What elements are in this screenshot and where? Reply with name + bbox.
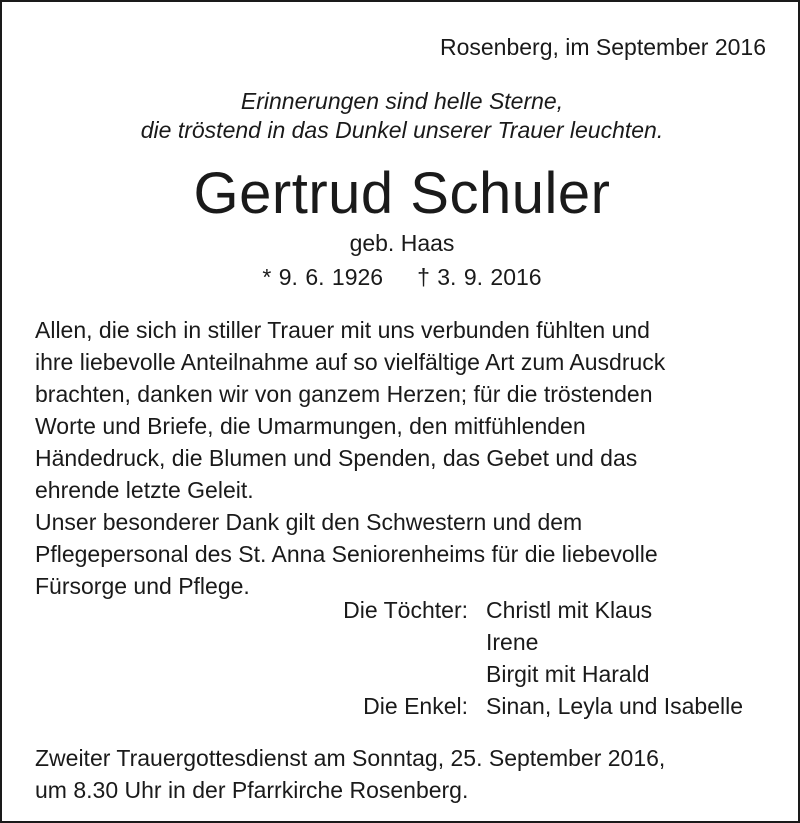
thanks-line-1: Allen, die sich in stiller Trauer mit uns verbunden fühlten und — [35, 317, 650, 343]
daughter-1: Christl mit Klaus — [486, 597, 653, 623]
verse-line-1: Erinnerungen sind helle Sterne, — [240, 88, 564, 114]
verse-line-2: die tröstend in das Dunkel unserer Trauer leuchten. — [140, 117, 664, 143]
deceased-name: Gertrud Schuler — [193, 161, 611, 226]
thanks-line-2: ihre liebevolle Anteilnahme auf so vielfältige Art zum Ausdruck — [35, 349, 666, 375]
death-date: † 3. 9. 2016 — [417, 264, 542, 290]
birth-date: * 9. 6. 1926 — [262, 264, 384, 290]
daughter-3: Birgit mit Harald — [486, 661, 650, 687]
daughters-label: Die Töchter: — [343, 597, 468, 623]
thanks-line-4: Worte und Briefe, die Umarmungen, den mitfühlenden — [35, 413, 586, 439]
grandchildren-label: Die Enkel: — [363, 693, 468, 719]
place-date: Rosenberg, im September 2016 — [439, 34, 766, 60]
service-line-2: um 8.30 Uhr in der Pfarrkirche Rosenberg. — [35, 777, 469, 803]
thanks-line-9: Fürsorge und Pflege. — [35, 573, 250, 599]
service-line-1: Zweiter Trauergottesdienst am Sonntag, 25. September 2016, — [35, 745, 666, 771]
grandchildren-names: Sinan, Leyla und Isabelle — [486, 693, 744, 719]
thanks-line-7: Unser besonderer Dank gilt den Schwestern und dem — [35, 509, 583, 535]
daughter-2: Irene — [486, 629, 539, 655]
birth-name: geb. Haas — [349, 230, 455, 256]
thanks-line-6: ehrende letzte Geleit. — [35, 477, 254, 503]
thanks-line-3: brachten, danken wir von ganzem Herzen; für die tröstenden — [35, 381, 653, 407]
thanks-line-8: Pflegepersonal des St. Anna Seniorenheims für die liebevolle — [35, 541, 658, 567]
thanks-line-5: Händedruck, die Blumen und Spenden, das Gebet und das — [35, 445, 638, 471]
life-dates — [2, 264, 800, 291]
